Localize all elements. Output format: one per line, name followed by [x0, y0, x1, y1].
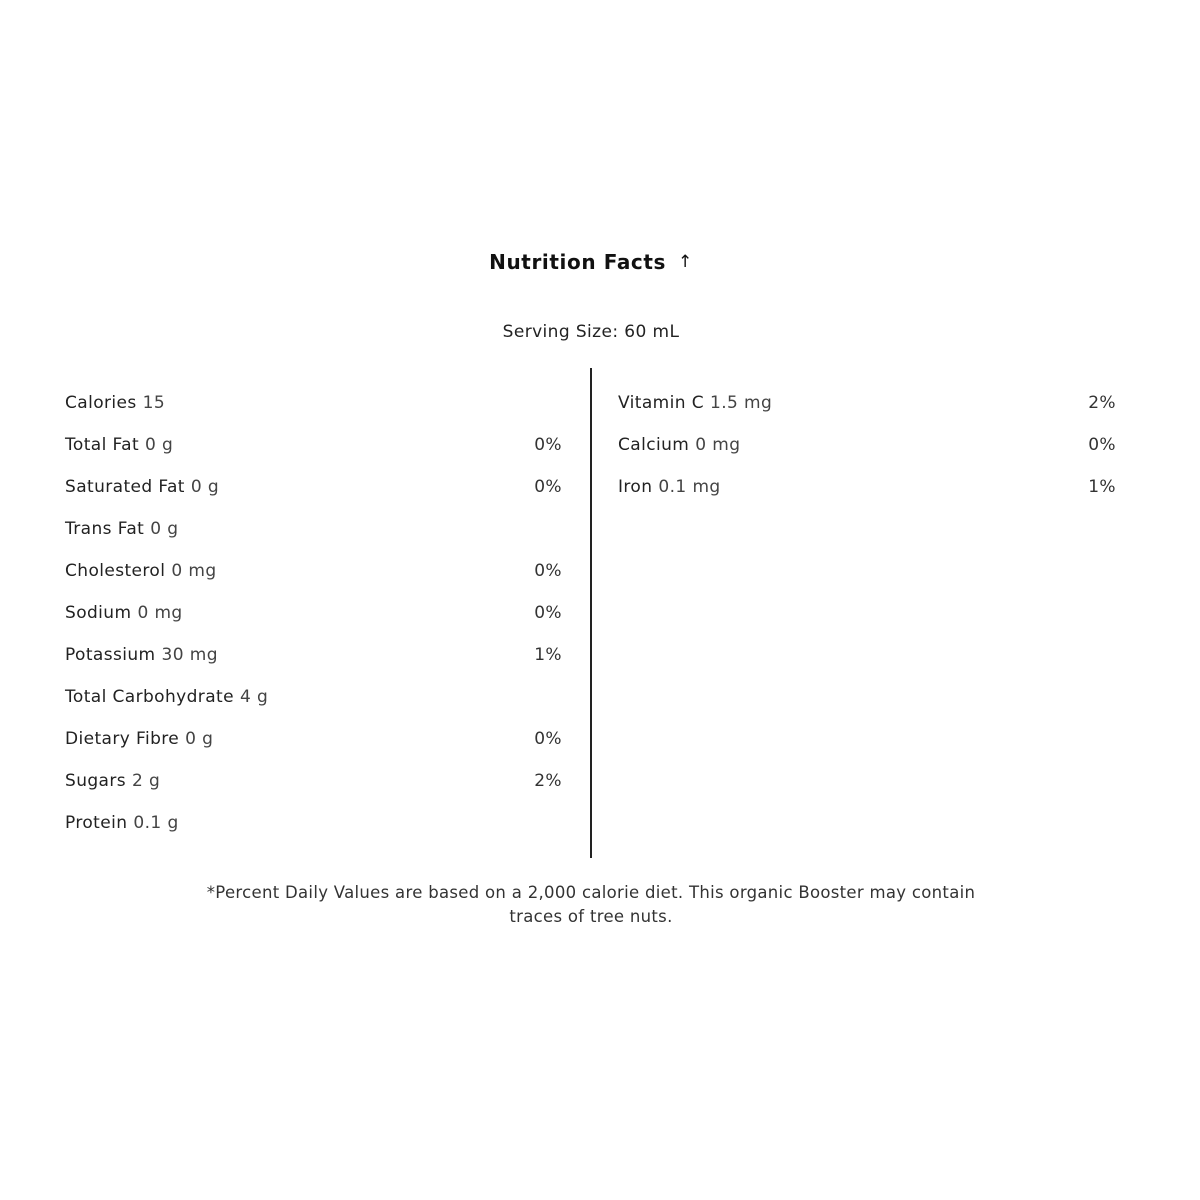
nutrient-row-saturated-fat: [65, 466, 562, 508]
nutrient-row-total-fat: [65, 424, 562, 466]
nutrient-amount: 15: [142, 393, 166, 413]
nutrient-list-right: [618, 382, 1116, 508]
nutrient-name: Cholesterol: [65, 561, 166, 581]
nutrient-row-dietary-fibre: [65, 718, 562, 760]
nutrient-row-protein: [65, 802, 562, 844]
nutrient-name: Saturated Fat: [65, 477, 185, 497]
nutrient-label: [618, 393, 772, 413]
nutrient-label: [65, 813, 179, 833]
nutrient-row-vitamin-c: [618, 382, 1116, 424]
nutrient-row-calcium: [618, 424, 1116, 466]
nutrient-label: [65, 771, 160, 791]
nutrient-label: [65, 561, 217, 581]
nutrient-row-cholesterol: [65, 550, 562, 592]
nutrient-label: [65, 435, 173, 455]
nutrient-label: [618, 435, 740, 455]
nutrient-name: Dietary Fibre: [65, 729, 180, 749]
nutrient-name: Total Carbohydrate: [65, 687, 234, 707]
nutrient-amount: 0 mg: [137, 603, 183, 623]
nutrient-row-sodium: [65, 592, 562, 634]
daily-value-percent: 0%: [534, 561, 562, 581]
nutrient-amount: 0.1 g: [133, 813, 179, 833]
daily-value-percent: 0%: [534, 477, 562, 497]
daily-value-percent: 2%: [1088, 393, 1116, 413]
nutrient-label: [65, 687, 268, 707]
nutrient-name: Calcium: [618, 435, 690, 455]
nutrient-amount: 0 g: [145, 435, 174, 455]
nutrient-row-total-carbohydrate: [65, 676, 562, 718]
nutrient-amount: 1.5 mg: [710, 393, 773, 413]
daily-value-percent: 1%: [534, 645, 562, 665]
nutrient-name: Trans Fat: [65, 519, 145, 539]
nutrient-label: [65, 477, 219, 497]
nutrient-name: Sodium: [65, 603, 132, 623]
nutrient-label: [65, 729, 213, 749]
nutrient-amount: 0.1 mg: [658, 477, 721, 497]
nutrient-amount: 30 mg: [161, 645, 218, 665]
nutrient-amount: 2 g: [132, 771, 161, 791]
nutrient-amount: 0 g: [150, 519, 179, 539]
column-divider: [590, 368, 592, 858]
nutrient-name: Total Fat: [65, 435, 140, 455]
nutrient-row-trans-fat: [65, 508, 562, 550]
nutrient-amount: 0 g: [185, 729, 214, 749]
serving-size: Serving Size: 60 mL: [502, 322, 680, 342]
nutrient-amount: 4 g: [239, 687, 269, 707]
nutrient-row-potassium: [65, 634, 562, 676]
nutrition-header: [0, 250, 1182, 274]
daily-value-footnote: *Percent Daily Values are based on a 2,000 calorie diet. This organic Booster may contain traces of tree nuts.: [206, 883, 976, 926]
daily-value-percent: 2%: [534, 771, 562, 791]
nutrient-row-calories: [65, 382, 562, 424]
arrow-up-icon: ↑: [678, 251, 693, 272]
nutrient-name: Calories: [65, 393, 137, 413]
nutrient-name: Vitamin C: [618, 393, 704, 413]
nutrient-list-left: [65, 382, 562, 844]
nutrient-name: Protein: [65, 813, 128, 833]
nutrient-label: [65, 603, 183, 623]
nutrient-row-iron: [618, 466, 1116, 508]
nutrient-name: Potassium: [65, 645, 156, 665]
nutrient-amount: 0 mg: [695, 435, 741, 455]
nutrient-name: Iron: [618, 477, 653, 497]
daily-value-percent: 0%: [534, 729, 562, 749]
nutrition-facts-toggle[interactable]: [489, 250, 693, 274]
nutrient-row-sugars: [65, 760, 562, 802]
daily-value-percent: 0%: [534, 435, 562, 455]
nutrient-label: [618, 477, 721, 497]
nutrient-label: [65, 393, 165, 413]
nutrient-label: [65, 645, 218, 665]
nutrient-amount: 0 mg: [171, 561, 217, 581]
daily-value-percent: 1%: [1088, 477, 1116, 497]
daily-value-percent: 0%: [1088, 435, 1116, 455]
nutrient-name: Sugars: [65, 771, 127, 791]
daily-value-percent: 0%: [534, 603, 562, 623]
nutrient-amount: 0 g: [190, 477, 220, 497]
nutrient-label: [65, 519, 178, 539]
nutrition-facts-title: Nutrition Facts: [489, 250, 667, 274]
